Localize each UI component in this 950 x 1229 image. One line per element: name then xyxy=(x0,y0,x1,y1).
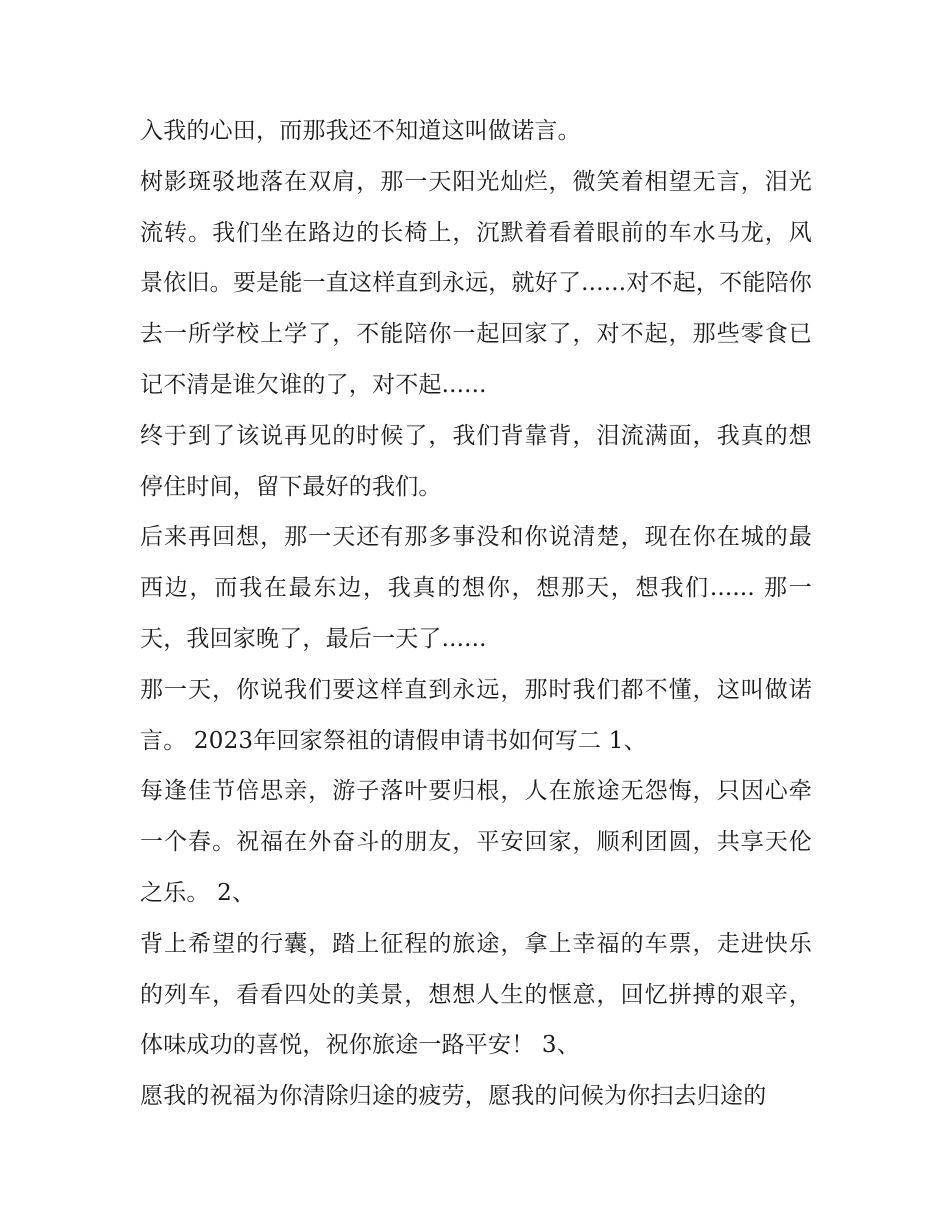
paragraph: 入我的心田，而那我还不知道这叫做诺言。 xyxy=(140,118,581,144)
paragraph: 每逢佳节倍思亲，游子落叶要归根，人在旅途无怨悔，只因心牵一个春。祝福在外奋斗的朋友，平安回家，顺利团圆，共享天伦之乐。 2、 xyxy=(140,778,812,906)
document-body xyxy=(140,106,812,1122)
paragraph: 终于到了该说再见的时候了，我们背靠背，泪流满面，我真的想停住时间，留下最好的我们。 xyxy=(140,422,812,500)
paragraph: 树影斑驳地落在双肩，那一天阳光灿烂，微笑着相望无言，泪光流转。我们坐在路边的长椅上，沉默着看着眼前的车水马龙，风景依旧。要是能一直这样直到永远，就好了......对不起，不能陪你去一所学校上学了，不能陪你一起回家了，对不起，那些零食已记不清是谁欠谁的了，对不起...... xyxy=(140,168,812,398)
paragraph: 背上希望的行囊，踏上征程的旅途，拿上幸福的车票，走进快乐的列车，看看四处的美景，想想人生的惬意，回忆拼搏的艰辛，体味成功的喜悦，祝你旅途一路平安！ 3、 xyxy=(140,930,812,1059)
paragraph: 愿我的祝福为你清除归途的疲劳，愿我的问候为你扫去归途的 xyxy=(140,1083,767,1110)
paragraph: 那一天，你说我们要这样直到永远，那时我们都不懂，这叫做诺言。 2023年回家祭祖的请假申请书如何写二 1、 xyxy=(140,676,812,754)
paragraph: 后来再回想，那一天还有那多事没和你说清楚，现在你在城的最西边，而我在最东边，我真的想你，想那天，想我们...... 那一天，我回家晚了，最后一天了...... xyxy=(140,524,812,652)
